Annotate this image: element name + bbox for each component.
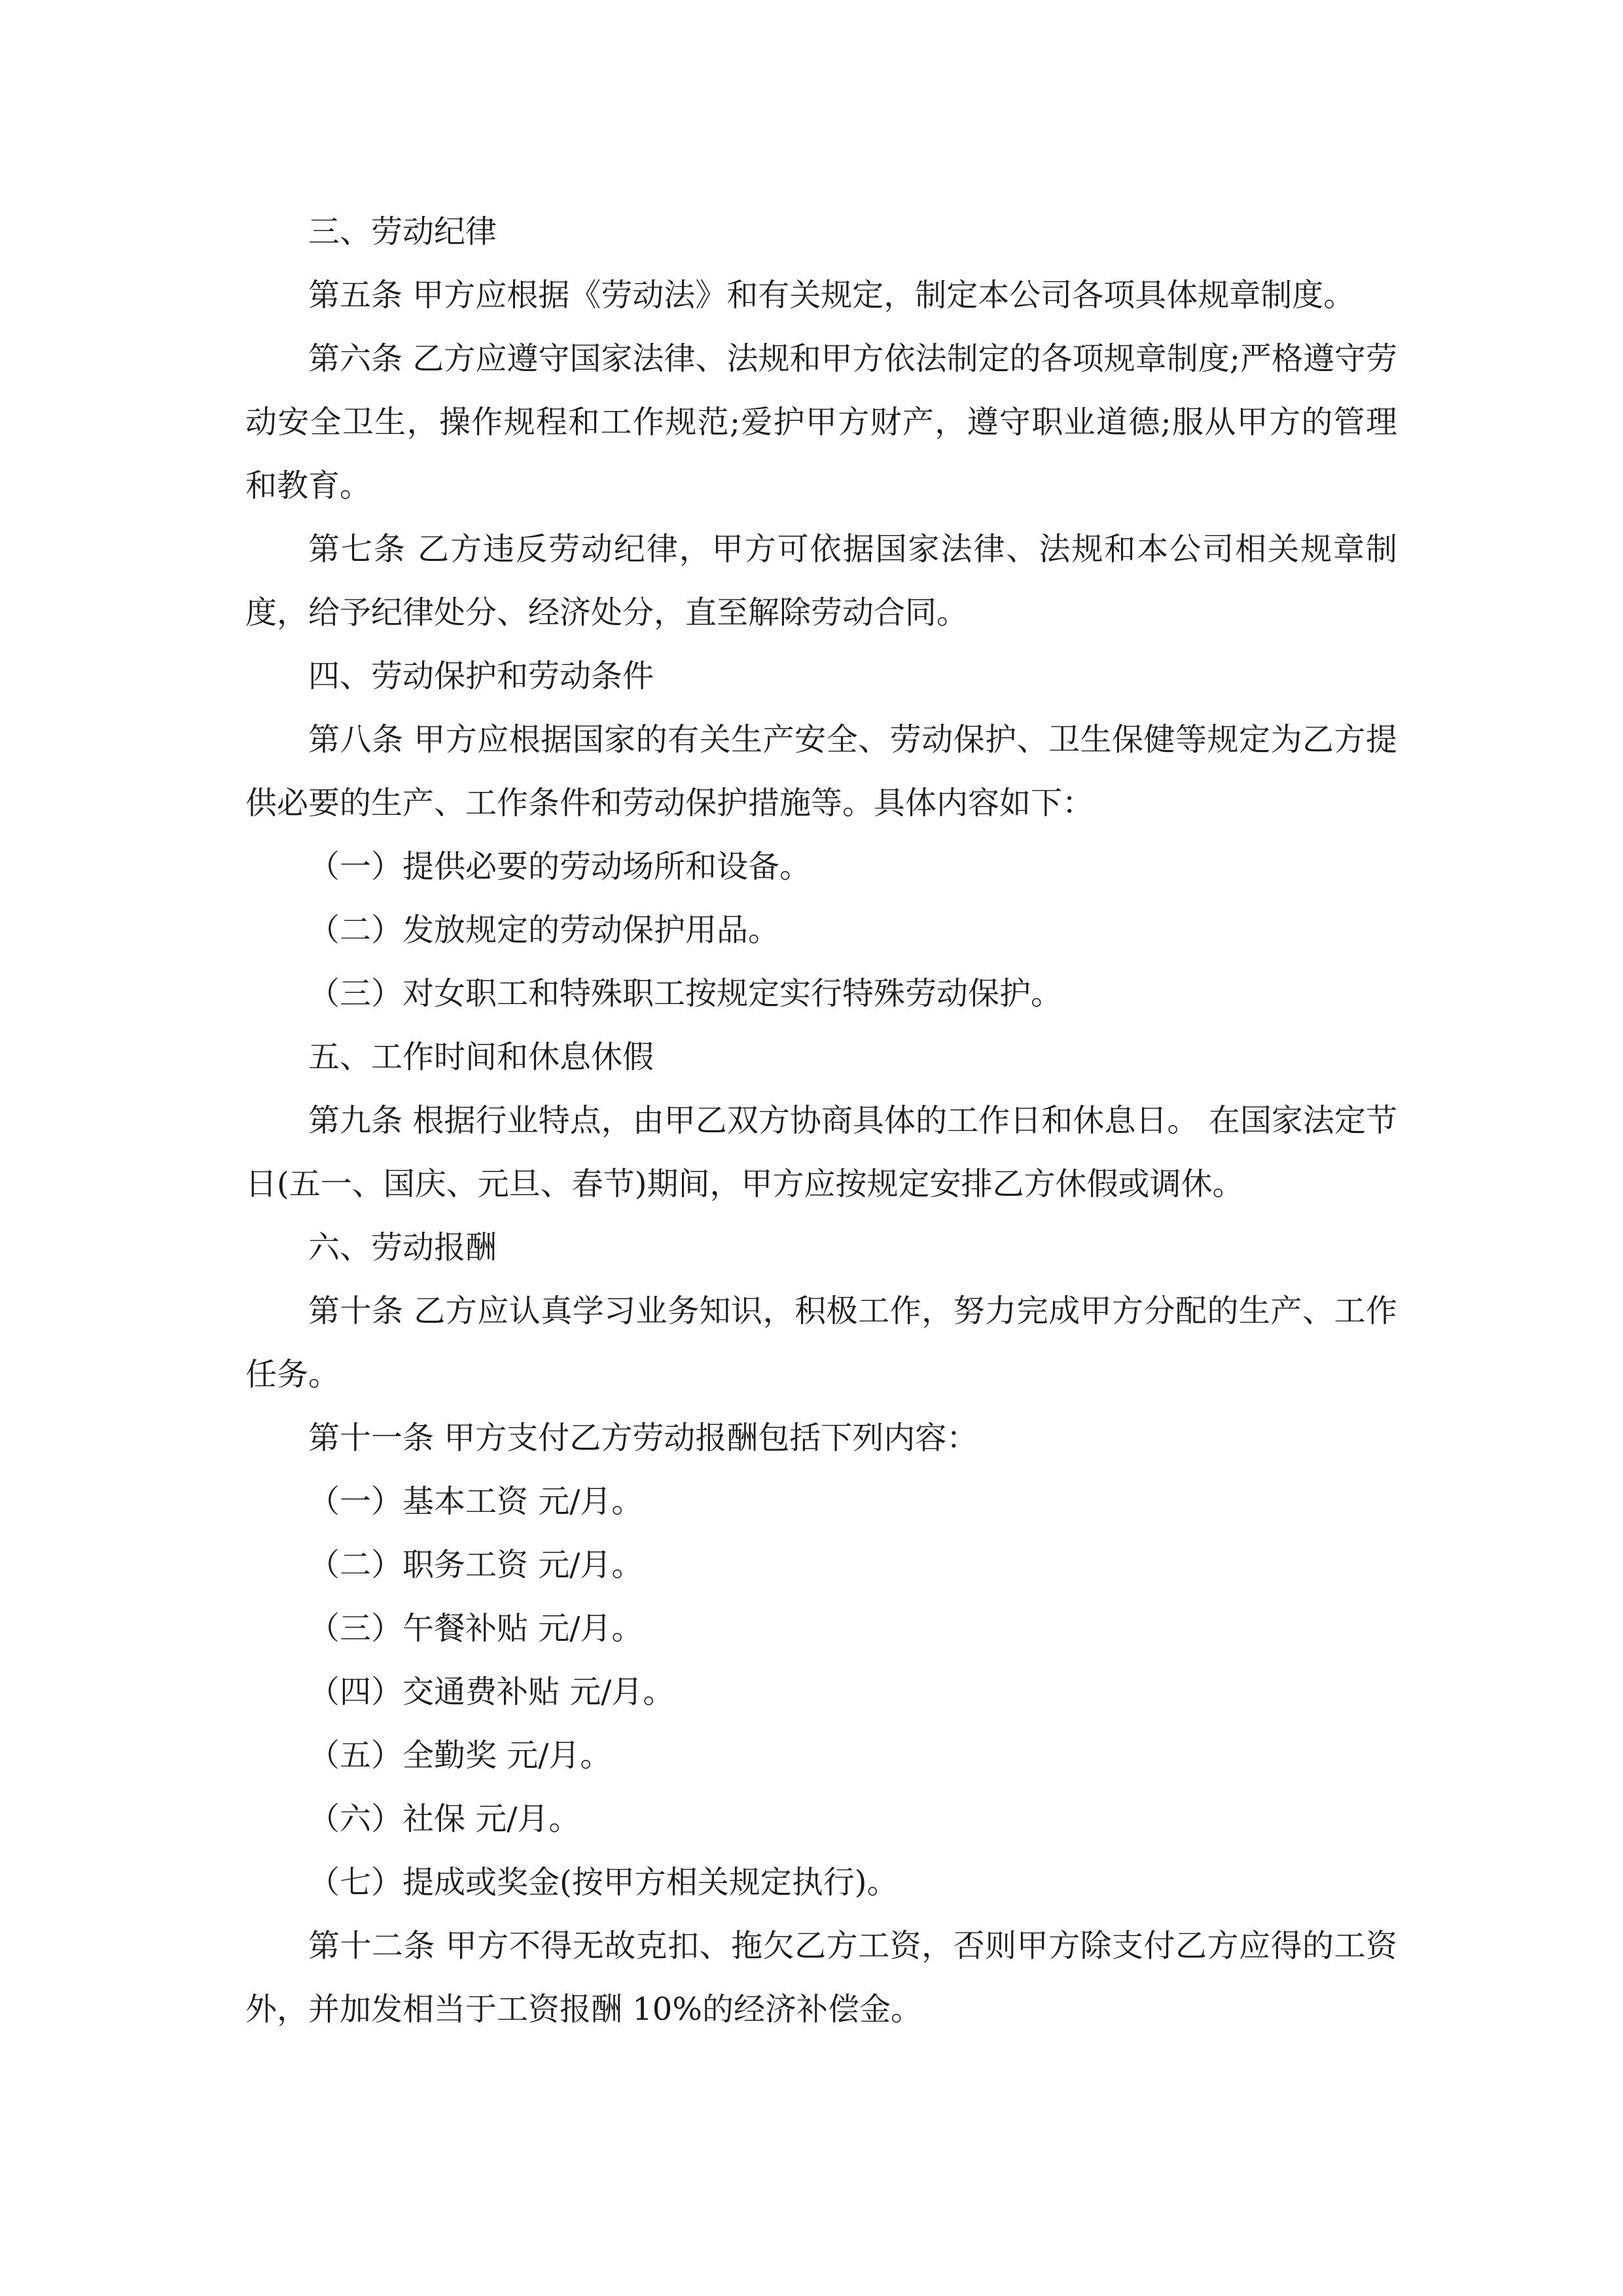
document-body xyxy=(245,200,1397,2041)
article-11: 第十一条 甲方支付乙方劳动报酬包括下列内容： xyxy=(308,1420,978,1456)
article-12: 第十二条 甲方不得无故克扣、拖欠乙方工资，否则甲方除支付乙方应得的工资外，并加发相当于工资报酬 10%的经济补偿金。 xyxy=(245,1928,1397,2028)
section-heading-labor-protection: 四、劳动保护和劳动条件 xyxy=(308,658,654,694)
section-heading-labor-discipline: 三、劳动纪律 xyxy=(308,213,497,250)
article-7: 第七条 乙方违反劳动纪律，甲方可依据国家法律、法规和本公司相关规章制度，给予纪律处分、经济处分，直至解除劳动合同。 xyxy=(245,531,1397,631)
article-11-item-2: （二）职务工资 元/月。 xyxy=(308,1547,643,1583)
article-8: 第八条 甲方应根据国家的有关生产安全、劳动保护、卫生保健等规定为乙方提供必要的生产、工作条件和劳动保护措施等。具体内容如下： xyxy=(245,721,1397,821)
article-9: 第九条 根据行业特点，由甲乙双方协商具体的工作日和休息日。 在国家法定节日(五一、国庆、元旦、春节)期间，甲方应按规定安排乙方休假或调休。 xyxy=(245,1102,1397,1202)
article-8-item-3: （三）对女职工和特殊职工按规定实行特殊劳动保护。 xyxy=(308,975,1063,1012)
section-heading-working-hours: 五、工作时间和休息休假 xyxy=(308,1039,654,1075)
article-11-item-4: （四）交通费补贴 元/月。 xyxy=(308,1674,675,1710)
article-11-item-3: （三）午餐补贴 元/月。 xyxy=(308,1610,643,1647)
article-6: 第六条 乙方应遵守国家法律、法规和甲方依法制定的各项规章制度;严格遵守劳动安全卫生，操作规程和工作规范;爱护甲方财产，遵守职业道德;服从甲方的管理和教育。 xyxy=(245,340,1397,504)
article-8-item-2: （二）发放规定的劳动保护用品。 xyxy=(308,912,780,948)
article-11-item-6: （六）社保 元/月。 xyxy=(308,1801,580,1837)
section-heading-remuneration: 六、劳动报酬 xyxy=(308,1229,497,1266)
article-11-item-7: （七）提成或奖金(按甲方相关规定执行)。 xyxy=(308,1864,899,1901)
article-11-item-1: （一）基本工资 元/月。 xyxy=(308,1483,643,1520)
article-8-item-1: （一）提供必要的劳动场所和设备。 xyxy=(308,848,812,885)
article-11-item-5: （五）全勤奖 元/月。 xyxy=(308,1737,612,1774)
article-5: 第五条 甲方应根据《劳动法》和有关规定，制定本公司各项具体规章制度。 xyxy=(308,277,1355,314)
article-10: 第十条 乙方应认真学习业务知识，积极工作，努力完成甲方分配的生产、工作任务。 xyxy=(245,1293,1397,1393)
